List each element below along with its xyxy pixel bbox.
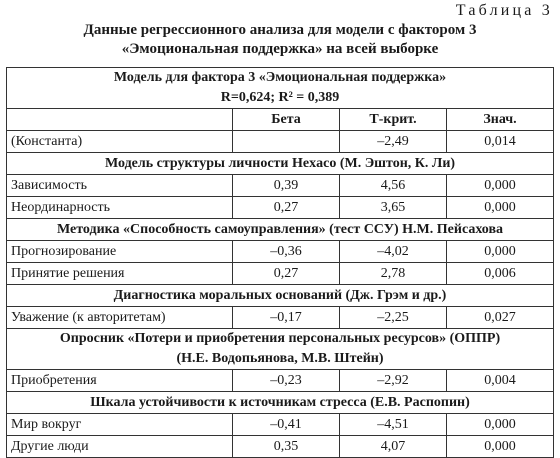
section-header-row [7, 153, 554, 175]
section-title: Модель структуры личности Hexaco (М. Эштон, К. Ли) [7, 153, 554, 175]
row-sig: 0,000 [447, 414, 554, 436]
section-header-row [7, 219, 554, 241]
row-sig: 0,004 [447, 370, 554, 392]
model-title-cell [7, 68, 554, 109]
row-name: (Константа) [7, 131, 233, 153]
section-header-row [7, 285, 554, 307]
row-beta: 0,35 [233, 436, 340, 458]
table-row [7, 414, 554, 436]
section-header-row [7, 329, 554, 370]
row-tcrit: –2,25 [340, 307, 447, 329]
section-title: Шкала устойчивости к источникам стресса (Е.В. Распопин) [7, 392, 554, 414]
table-caption [0, 21, 560, 59]
row-sig: 0,000 [447, 197, 554, 219]
row-sig: 0,014 [447, 131, 554, 153]
section-title: Диагностика моральных оснований (Дж. Грэм и др.) [7, 285, 554, 307]
column-header-sig: Знач. [447, 109, 554, 131]
row-tcrit: –2,49 [340, 131, 447, 153]
row-sig: 0,027 [447, 307, 554, 329]
row-name: Неординарность [7, 197, 233, 219]
table-row [7, 436, 554, 458]
row-beta: –0,36 [233, 241, 340, 263]
table-row [7, 307, 554, 329]
row-sig: 0,000 [447, 241, 554, 263]
row-sig: 0,006 [447, 263, 554, 285]
row-name: Зависимость [7, 175, 233, 197]
section-title: Методика «Способность самоуправления» (тест ССУ) Н.М. Пейсахова [7, 219, 554, 241]
model-title-row [7, 68, 554, 109]
row-tcrit: 2,78 [340, 263, 447, 285]
row-beta: 0,39 [233, 175, 340, 197]
row-tcrit: –4,51 [340, 414, 447, 436]
section-title-line-2: (Н.Е. Водопьянова, М.В. Штейн) [176, 351, 384, 366]
caption-line-2: «Эмоциональная поддержка» на всей выборке [121, 41, 439, 57]
row-tcrit: 4,07 [340, 436, 447, 458]
column-header-row [7, 109, 554, 131]
row-beta [233, 131, 340, 153]
regression-table [6, 67, 554, 458]
column-header-tcrit: Т-крит. [340, 109, 447, 131]
column-header-name [7, 109, 233, 131]
model-stats: R=0,624; R² = 0,389 [220, 90, 340, 105]
row-sig: 0,000 [447, 436, 554, 458]
section-header-row [7, 392, 554, 414]
row-beta: –0,41 [233, 414, 340, 436]
row-name: Мир вокруг [7, 414, 233, 436]
row-sig: 0,000 [447, 175, 554, 197]
row-tcrit: 4,56 [340, 175, 447, 197]
row-name: Принятие решения [7, 263, 233, 285]
table-row [7, 370, 554, 392]
section-title-cell [7, 329, 554, 370]
row-beta: –0,23 [233, 370, 340, 392]
column-header-beta: Бета [233, 109, 340, 131]
table-row [7, 263, 554, 285]
row-beta: 0,27 [233, 263, 340, 285]
table-number: Таблица 3 [455, 2, 553, 19]
table-row [7, 197, 554, 219]
row-name: Другие люди [7, 436, 233, 458]
row-name: Прогнозирование [7, 241, 233, 263]
model-title: Модель для фактора 3 «Эмоциональная поддержка» [113, 70, 447, 85]
row-beta: 0,27 [233, 197, 340, 219]
section-title: Опросник «Потери и приобретения персональных ресурсов» (ОППР) [59, 331, 501, 346]
table-row [7, 175, 554, 197]
caption-line-1: Данные регрессионного анализа для модели с фактором 3 [83, 22, 477, 38]
table-row [7, 131, 554, 153]
row-tcrit: –2,92 [340, 370, 447, 392]
table-row [7, 241, 554, 263]
row-tcrit: 3,65 [340, 197, 447, 219]
row-name: Уважение (к авторитетам) [7, 307, 233, 329]
row-tcrit: –4,02 [340, 241, 447, 263]
row-name: Приобретения [7, 370, 233, 392]
row-beta: –0,17 [233, 307, 340, 329]
